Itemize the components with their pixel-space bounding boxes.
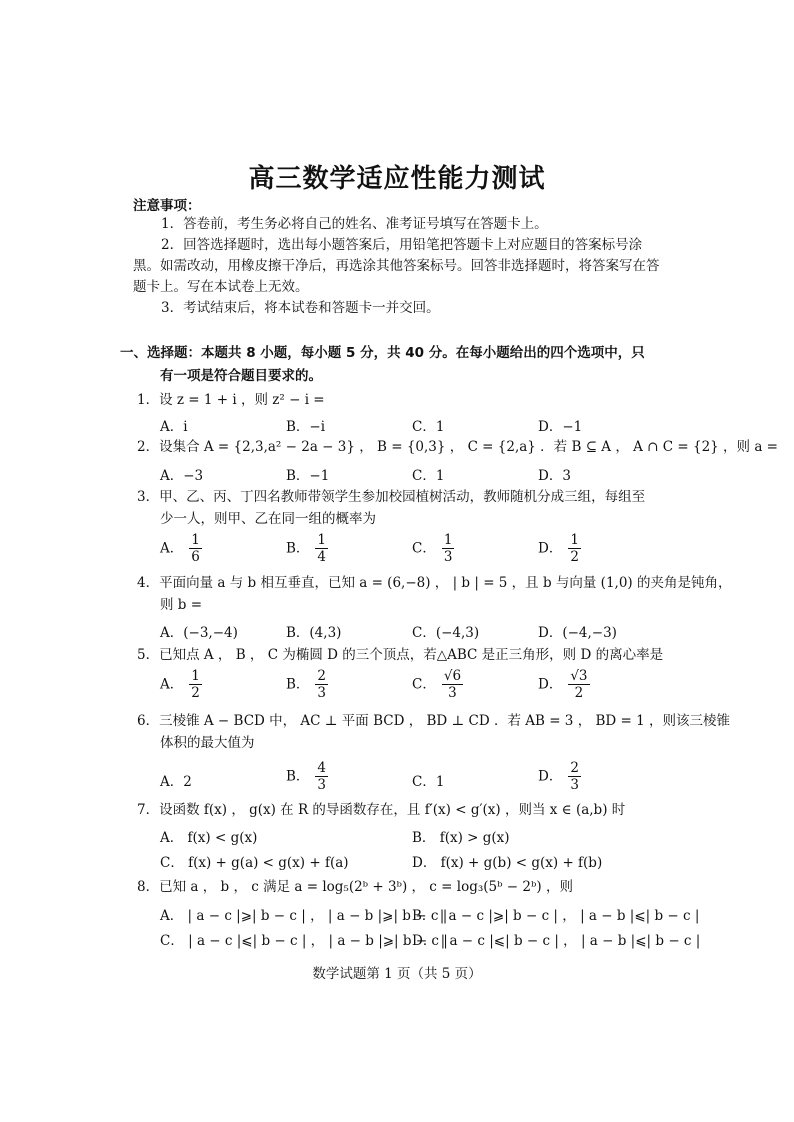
option-a: A． | a − c |⩾| b − c | ， | a − b |⩾| b − c | [160,908,448,924]
option-d: D．3 [538,468,571,484]
question-1: 1．设 z = 1 + i ，则 z² − i = [137,392,325,408]
note-item-3: 3．考试结束后，将本试卷和答题卡一并交回。 [161,300,440,316]
option-a: A． f(x) < g(x) [160,830,258,846]
option-d: D．−1 [538,419,583,435]
fraction: $\frac{4}{3}$ [317,760,327,793]
fraction: $\frac{1}{4}$ [317,532,327,565]
option-d: D． $\frac{√3}{2}$ [538,668,588,701]
question-4: 4．平面向量 a 与 b 相互垂直，已知 a = (6,−8) ， | b | = 5 ，且 b 与向量 (1,0) 的夹角是钝角， 则 b = [137,575,732,613]
option-d: D． $\frac{2}{3}$ [538,760,579,793]
option-b: B． $\frac{2}{3}$ [286,668,327,701]
question-5: 5．已知点 A ， B ， C 为椭圆 D 的三个顶点，若△ABC 是正三角形，则 D 的离心率是 [137,647,664,663]
option-d: D． | a − c |⩽| b − c | ， | a − b |⩽| b − c | [412,933,701,949]
option-a: A．2 [160,774,192,790]
option-a: A．i [160,419,188,435]
option-b: B． $\frac{1}{4}$ [286,532,327,565]
fraction: $\frac{√6}{3}$ [443,668,462,701]
page-title: 高三数学适应性能力测试 [248,164,546,194]
notes-heading: 注意事项： [133,198,201,214]
section-heading: 一、选择题：本题共 8 小题，每小题 5 分，共 40 分。在每小题给出的四个选项中，只 有一项是符合题目要求的。 [120,345,645,384]
option-c: C．1 [412,468,445,484]
page-footer: 数学试题第 1 页（共 5 页） [312,966,482,982]
fraction: $\frac{√3}{2}$ [570,668,588,701]
option-a: A． $\frac{1}{2}$ [160,668,200,701]
option-a: A．−3 [160,468,204,484]
question-7: 7．设函数 f(x) ， g(x) 在 R 的导函数存在，且 f′(x) < g′(x) ，则当 x ∈ (a,b) 时 [137,802,626,818]
note-item-1: 1．答卷前，考生务必将自己的姓名、准考证号填写在答题卡上。 [161,216,548,232]
fraction: $\frac{2}{3}$ [317,668,327,701]
fraction: $\frac{1}{3}$ [443,532,453,565]
option-c: C． f(x) + g(a) < g(x) + f(a) [160,855,349,871]
option-b: B．(4,3) [286,625,342,641]
option-c: C．(−4,3) [412,625,480,641]
option-c: C． $\frac{1}{3}$ [412,532,453,565]
option-d: D． $\frac{1}{2}$ [538,532,579,565]
option-c: C． $\frac{√6}{3}$ [412,668,462,701]
note-item-2: 2．回答选择题时，选出每小题答案后，用铅笔把答题卡上对应题目的答案标号涂黑。如需改动，用橡皮擦干净后，再选涂其他答案标号。回答非选择题时，将答案写在答题卡上。写在本试卷上无效。 [133,237,660,295]
option-a: A． $\frac{1}{6}$ [160,532,200,565]
option-c: C．1 [412,419,445,435]
option-c: C．1 [412,774,445,790]
option-a: A．(−3,−4) [160,625,238,641]
fraction: $\frac{1}{2}$ [191,668,200,701]
option-b: B．−i [286,419,326,435]
option-d: D． f(x) + g(b) < g(x) + f(b) [412,855,603,871]
option-b: B． f(x) > g(x) [412,830,510,846]
question-8: 8．已知 a ， b ， c 满足 a = log₅(2ᵇ + 3ᵇ) ， c = log₃(5ᵇ − 2ᵇ) ，则 [137,879,573,895]
fraction: $\frac{2}{3}$ [570,760,579,793]
fraction: $\frac{1}{6}$ [191,532,200,565]
question-6: 6．三棱锥 A − BCD 中， AC ⊥ 平面 BCD ， BD ⊥ CD ．若 AB = 3 ， BD = 1 ，则该三棱锥 体积的最大值为 [137,713,730,751]
option-b: B． | a − c |⩾| b − c | ， | a − b |⩽| b − c | [412,908,700,924]
option-c: C． | a − c |⩽| b − c | ， | a − b |⩾| b − c | [160,933,448,949]
option-b: B． $\frac{4}{3}$ [286,760,327,793]
question-3: 3．甲、乙、丙、丁四名教师带领学生参加校园植树活动，教师随机分成三组，每组至 少一人，则甲、乙在同一组的概率为 [137,489,646,527]
option-b: B．−1 [286,468,330,484]
question-2: 2．设集合 A = {2,3,a² − 2a − 3} ， B = {0,3} ， C = {2,a} ．若 B ⊆ A ， A ∩ C = {2} ，则 a = [137,439,778,455]
option-d: D．(−4,−3) [538,625,617,641]
fraction: $\frac{1}{2}$ [570,532,579,565]
